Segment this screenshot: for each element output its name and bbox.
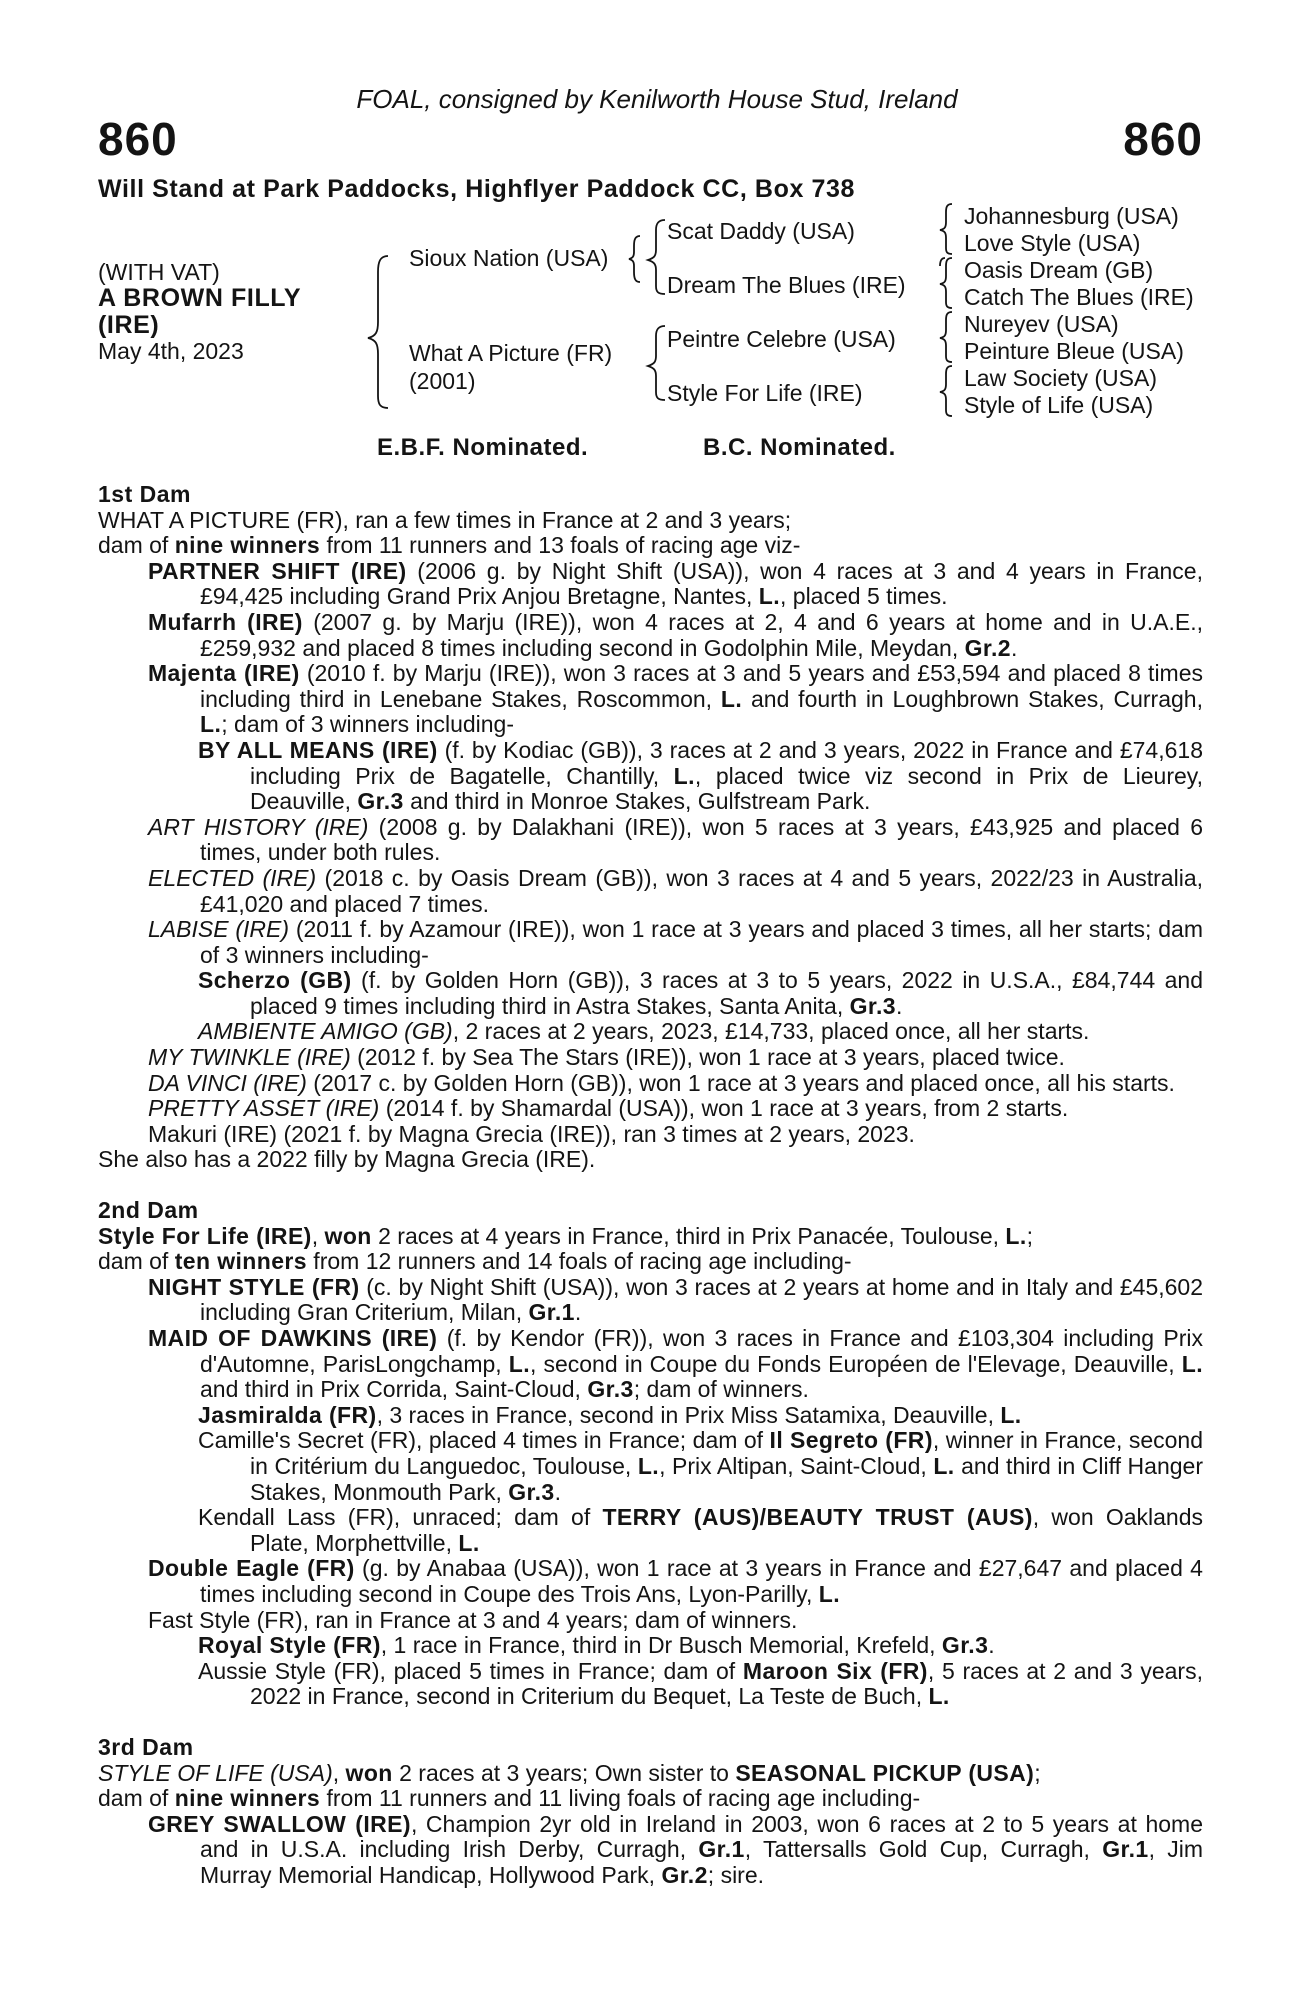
ancestor-2: Love Style (USA) bbox=[964, 230, 1141, 256]
progeny-royal-style: Royal Style (FR), 1 race in France, third in Dr Busch Memorial, Krefeld, Gr.3. bbox=[198, 1632, 995, 1659]
ebf-nomination: E.B.F. Nominated. bbox=[377, 434, 589, 461]
progeny-partner-shift: PARTNER SHIFT (IRE) (2006 g. by Night Shift (USA)), won 4 races at 3 and 4 years in France, £94,425 including Grand Prix Anjou Bretagne, Nantes, L., placed 5 times. bbox=[148, 557, 1203, 610]
first-dam-line2: dam of nine winners from 11 runners and 13 foals of racing age viz- bbox=[98, 532, 801, 559]
progeny-by-all-means: BY ALL MEANS (IRE) (f. by Kodiac (GB)), 3 races at 2 and 3 years, 2022 in France and £74,618 including Prix de Bagatelle, Chantilly, L., placed twice viz second in Prix de Lieurey, Deauville, Gr.3 and third in Monroe Stakes, Gulfstream Park. bbox=[198, 736, 1203, 815]
third-dam-line1: STYLE OF LIFE (USA), won 2 races at 3 years; Own sister to SEASONAL PICKUP (USA); bbox=[98, 1759, 1041, 1786]
ancestor-3: Oasis Dream (GB) bbox=[964, 257, 1154, 283]
second-dam-heading: 2nd Dam bbox=[98, 1197, 199, 1224]
lot-title-line1: A BROWN FILLY bbox=[98, 284, 302, 312]
foaling-date: May 4th, 2023 bbox=[98, 338, 244, 364]
ancestor-4: Catch The Blues (IRE) bbox=[964, 284, 1194, 310]
ancestor-7: Law Society (USA) bbox=[964, 365, 1158, 391]
dam-dam: Style For Life (IRE) bbox=[667, 380, 863, 406]
progeny-grey-swallow: GREY SWALLOW (IRE), Champion 2yr old in Ireland in 2003, won 6 races at 2 to 5 years at home and in U.S.A. including Irish Derby, Curragh, Gr.1, Tattersalls Gold Cup, Curragh, Gr.1, Jim Murray Memorial Handicap, Hollywood Park, Gr.2; sire. bbox=[148, 1810, 1203, 1888]
progeny-art-history: ART HISTORY (IRE) (2008 g. by Dalakhani (IRE)), won 5 races at 3 years, £43,925 and placed 6 times, under both rules. bbox=[148, 813, 1204, 866]
progeny-night-style: NIGHT STYLE (FR) (c. by Night Shift (USA)), won 3 races at 2 years at home and in Italy and £45,602 including Gran Criterium, Milan, Gr.1. bbox=[148, 1273, 1203, 1326]
sire-dam: Dream The Blues (IRE) bbox=[667, 272, 906, 298]
ancestor-6: Peinture Bleue (USA) bbox=[964, 338, 1184, 364]
progeny-fast-style: Fast Style (FR), ran in France at 3 and 4 years; dam of winners. bbox=[148, 1606, 798, 1633]
progeny-kendall-lass: Kendall Lass (FR), unraced; dam of TERRY (AUS)/BEAUTY TRUST (AUS), won Oaklands Plate, Morphettville, L. bbox=[198, 1504, 1203, 1556]
first-dam-line1: WHAT A PICTURE (FR), ran a few times in France at 2 and 3 years; bbox=[98, 506, 792, 533]
second-dam-line1: Style For Life (IRE), won 2 races at 4 years in France, third in Prix Panacée, Toulouse, L.; bbox=[98, 1222, 1034, 1249]
ancestor-1: Johannesburg (USA) bbox=[964, 203, 1179, 229]
vat-label: (WITH VAT) bbox=[98, 259, 220, 285]
third-dam-heading: 3rd Dam bbox=[98, 1733, 194, 1760]
bc-nomination: B.C. Nominated. bbox=[703, 434, 896, 461]
progeny-elected: ELECTED (IRE) (2018 c. by Oasis Dream (GB)), won 3 races at 4 and 5 years, 2022/23 in Australia, £41,020 and placed 7 times. bbox=[148, 864, 1204, 917]
second-dam-line2: dam of ten winners from 12 runners and 14 foals of racing age including- bbox=[98, 1248, 852, 1275]
progeny-makuri: Makuri (IRE) (2021 f. by Magna Grecia (IRE)), ran 3 times at 2 years, 2023. bbox=[148, 1120, 915, 1147]
progeny-ambiente-amigo: AMBIENTE AMIGO (GB), 2 races at 2 years, 2023, £14,733, placed once, all her starts. bbox=[198, 1018, 1090, 1045]
sire-name: Sioux Nation (USA) bbox=[409, 245, 609, 271]
first-dam-heading: 1st Dam bbox=[98, 481, 191, 507]
dam-sire: Peintre Celebre (USA) bbox=[667, 326, 896, 352]
third-dam-line2: dam of nine winners from 11 runners and 11 living foals of racing age including- bbox=[98, 1785, 921, 1812]
progeny-scherzo: Scherzo (GB) (f. by Golden Horn (GB)), 3 races at 3 to 5 years, 2022 in U.S.A., £84,744 and placed 9 times including third in Astra Stakes, Santa Anita, Gr.3. bbox=[198, 967, 1204, 1019]
consignment-line: FOAL, consigned by Kenilworth House Stud, Ireland bbox=[356, 84, 958, 114]
ancestor-5: Nureyev (USA) bbox=[964, 311, 1119, 337]
progeny-maid-of-dawkins: MAID OF DAWKINS (IRE) (f. by Kendor (FR)), won 3 races in France and £103,304 including Prix d'Automne, ParisLongchamp, L., second in Coupe du Fonds Européen de l'Elevage, Deauville, L. and third in Prix Corrida, Saint-Cloud, Gr.3; dam of winners. bbox=[148, 1325, 1204, 1403]
progeny-labise: LABISE (IRE) (2011 f. by Azamour (IRE)), won 1 race at 3 years and placed 3 times, all her starts; dam of 3 winners including- bbox=[148, 916, 1203, 968]
progeny-aussie-style: Aussie Style (FR), placed 5 times in France; dam of Maroon Six (FR), 5 races at 2 and 3 years, 2022 in France, second in Criterium du Bequet, La Teste de Buch, L. bbox=[198, 1657, 1203, 1710]
progeny-mufarrh: Mufarrh (IRE) (2007 g. by Marju (IRE)), won 4 races at 2, 4 and 6 years at home and in U.A.E., £259,932 and placed 8 times including second in Godolphin Mile, Meydan, Gr.2. bbox=[148, 608, 1203, 661]
ancestor-8: Style of Life (USA) bbox=[964, 392, 1154, 418]
lot-number-left: 860 bbox=[98, 113, 178, 165]
sire-sire: Scat Daddy (USA) bbox=[667, 218, 855, 244]
progeny-majenta: Majenta (IRE) (2010 f. by Marju (IRE)), won 3 races at 3 and 5 years and £53,594 and placed 8 times including third in Lenebane Stakes, Roscommon, L. and fourth in Loughbrown Stakes, Curragh, L.; dam of 3 winners including- bbox=[148, 660, 1203, 738]
catalogue-body bbox=[98, 482, 1203, 1888]
first-dam-note: She also has a 2022 filly by Magna Grecia (IRE). bbox=[98, 1146, 596, 1173]
progeny-double-eagle: Double Eagle (FR) (g. by Anabaa (USA)), won 1 race at 3 years in France and £27,647 and placed 4 times including second in Coupe des Trois Ans, Lyon-Parilly, L. bbox=[148, 1555, 1203, 1607]
dam-name: What A Picture (FR) bbox=[409, 340, 613, 366]
progeny-da-vinci: DA VINCI (IRE) (2017 c. by Golden Horn (GB)), won 1 race at 3 years and placed once, all his starts. bbox=[148, 1069, 1175, 1096]
progeny-jasmiralda: Jasmiralda (FR), 3 races in France, second in Prix Miss Satamixa, Deauville, L. bbox=[198, 1401, 1022, 1428]
dam-year: (2001) bbox=[409, 368, 476, 394]
progeny-my-twinkle: MY TWINKLE (IRE) (2012 f. by Sea The Stars (IRE)), won 1 race at 3 years, placed twice. bbox=[148, 1044, 1065, 1071]
stand-location: Will Stand at Park Paddocks, Highflyer Paddock CC, Box 738 bbox=[98, 175, 856, 203]
progeny-camilles-secret: Camille's Secret (FR), placed 4 times in France; dam of Il Segreto (FR), winner in France, second in Critérium du Languedoc, Toulouse, L., Prix Altipan, Saint-Cloud, L. and third in Cliff Hanger Stakes, Monmouth Park, Gr.3. bbox=[198, 1427, 1203, 1505]
lot-number-right: 860 bbox=[1123, 113, 1203, 165]
lot-title-line2: (IRE) bbox=[98, 311, 160, 339]
progeny-pretty-asset: PRETTY ASSET (IRE) (2014 f. by Shamardal (USA)), won 1 race at 3 years, from 2 starts. bbox=[148, 1095, 1069, 1122]
